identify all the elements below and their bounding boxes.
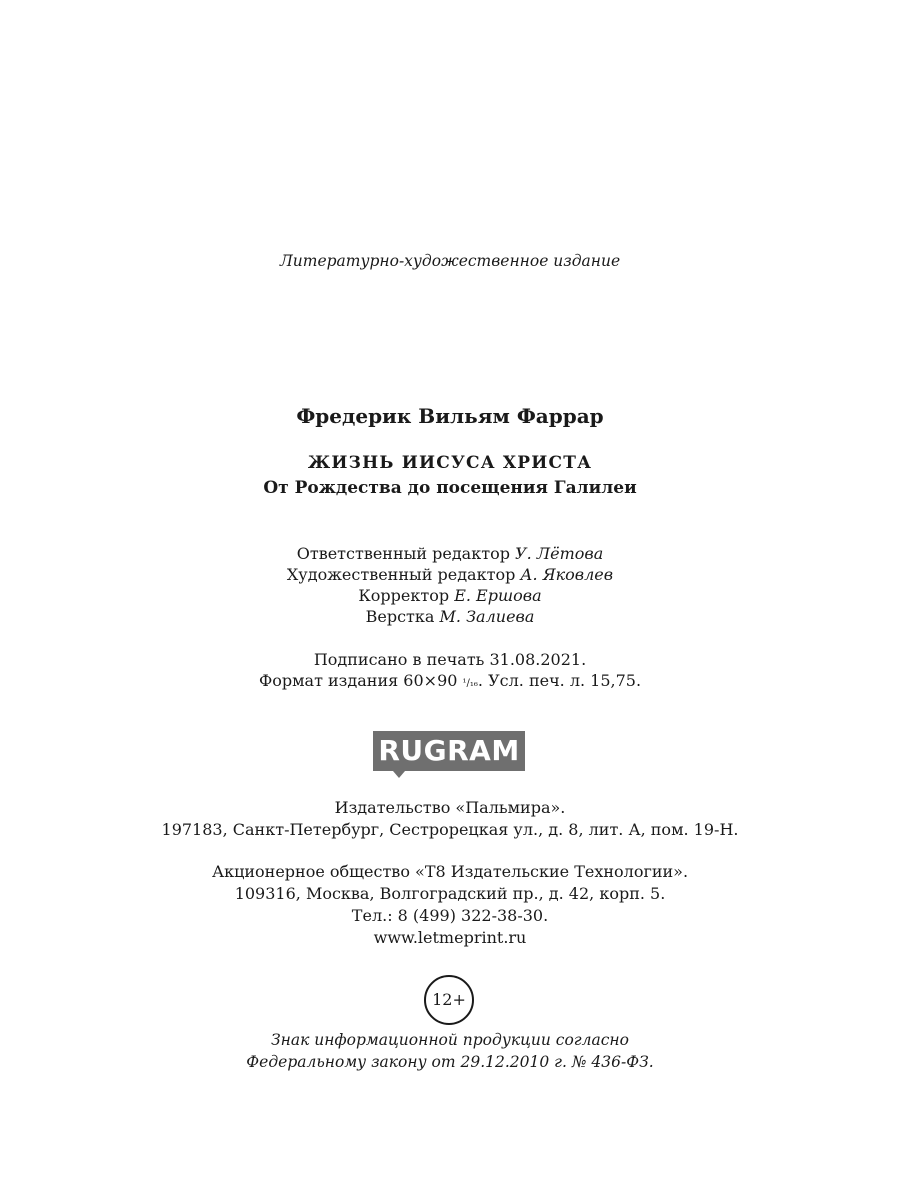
credit-person: А. Яковлев <box>520 565 614 584</box>
printer-phone: Тел.: 8 (499) 322-38-30. <box>351 906 549 925</box>
printer-address: 109316, Москва, Волгоградский пр., д. 42, корп. 5. <box>234 884 666 903</box>
law-notice-line: Знак информационной продукции согласно <box>271 1031 629 1049</box>
credit-line <box>0 543 900 564</box>
format-prefix: Формат издания 60×90 <box>258 671 463 690</box>
credit-line <box>0 564 900 585</box>
publisher-name: Издательство «Пальмира». <box>334 798 566 817</box>
credit-role: Корректор <box>358 586 450 605</box>
credit-role: Верстка <box>365 607 435 626</box>
printer-name: Акционерное общество «Т8 Издательские Технологии». <box>211 862 689 881</box>
author-name: Фредерик Вильям Фаррар <box>296 404 604 428</box>
book-title: ЖИЗНЬ ИИСУСА ХРИСТА <box>307 453 593 473</box>
credit-role: Художественный редактор <box>286 565 516 584</box>
publisher-address: 197183, Санкт-Петербург, Сестрорецкая ул., д. 8, лит. А, пом. 19-Н. <box>161 820 739 839</box>
logo-notch <box>393 771 405 778</box>
format-suffix: . Усл. печ. л. 15,75. <box>477 671 642 690</box>
credit-person: У. Лётова <box>515 544 604 563</box>
edition-type: Литературно-художественное издание <box>279 252 621 270</box>
credit-person: Е. Ершова <box>454 586 542 605</box>
book-subtitle: От Рождества до посещения Галилеи <box>263 478 637 498</box>
credit-role: Ответственный редактор <box>296 544 510 563</box>
age-rating-badge: 12+ <box>424 975 474 1025</box>
credit-line <box>0 585 900 606</box>
credit-person: М. Залиева <box>439 607 535 626</box>
rugram-logo <box>373 731 525 779</box>
print-format <box>0 670 900 694</box>
logo-text: RUGRAM <box>373 731 525 771</box>
printer-website: www.letmeprint.ru <box>373 928 527 947</box>
law-notice-line: Федеральному закону от 29.12.2010 г. № 436-ФЗ. <box>246 1053 654 1071</box>
credit-line <box>0 606 900 627</box>
format-fraction: ¹/₁₆ <box>462 678 478 689</box>
signed-for-print: Подписано в печать 31.08.2021. <box>313 650 587 669</box>
